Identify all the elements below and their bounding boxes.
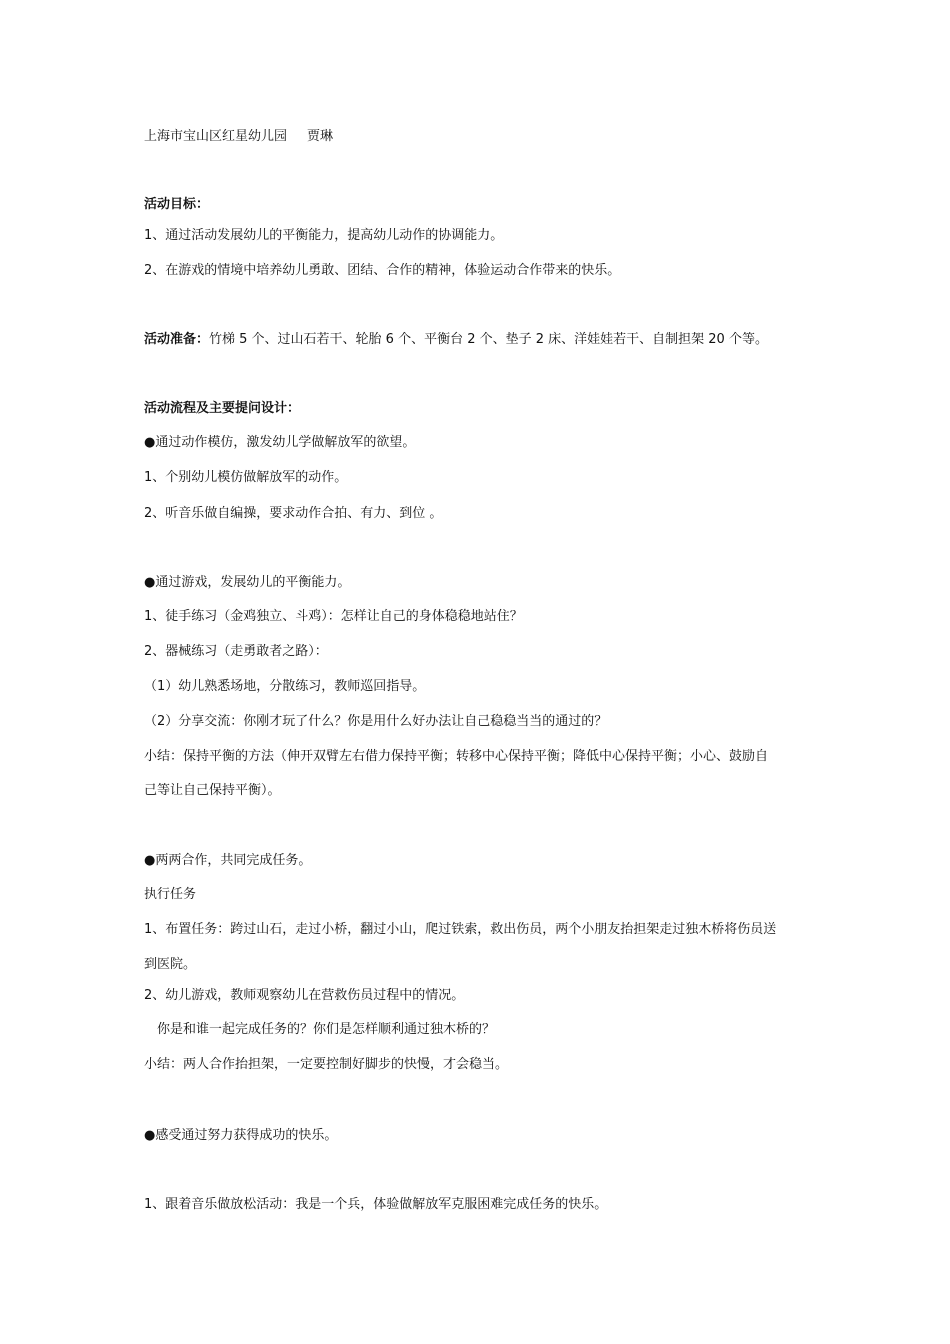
list-item: 1、徒手练习（金鸡独立、斗鸡）：怎样让自己的身体稳稳地站住？	[144, 609, 523, 624]
section-title: ●感受通过努力获得成功的快乐。	[144, 1128, 338, 1143]
goals-heading: 活动目标：	[144, 197, 210, 212]
process-heading: 活动流程及主要提问设计：	[144, 401, 301, 416]
header-line	[144, 128, 333, 146]
list-item: 1、跟着音乐做放松活动：我是一个兵，体验做解放军克服困难完成任务的快乐。	[144, 1197, 608, 1212]
list-item: 2、幼儿游戏，教师观察幼儿在营救伤员过程中的情况。	[144, 988, 465, 1003]
section-title: ●两两合作，共同完成任务。	[144, 853, 312, 868]
section-title: ●通过游戏，发展幼儿的平衡能力。	[144, 575, 351, 590]
list-item: 到医院。	[144, 957, 197, 972]
author-name: 贾琳	[307, 129, 334, 144]
preparation-text: 竹梯 5 个、过山石若干、轮胎 6 个、平衡台 2 个、垫子 2 床、洋娃娃若干、自制担架 20 个等。	[209, 332, 768, 347]
goal-item: 2、在游戏的情境中培养幼儿勇敢、团结、合作的精神，体验运动合作带来的快乐。	[144, 263, 621, 278]
section-title: ●通过动作模仿，激发幼儿学做解放军的欲望。	[144, 435, 416, 450]
list-item: 小结：两人合作抬担架，一定要控制好脚步的快慢，才会稳当。	[144, 1057, 509, 1072]
school-name: 上海市宝山区红星幼儿园	[144, 129, 288, 144]
list-item: 2、器械练习（走勇敢者之路）：	[144, 644, 328, 659]
list-item: （2）分享交流：你刚才玩了什么？你是用什么好办法让自己稳稳当当的通过的？	[144, 714, 608, 729]
preparation-line	[144, 331, 768, 349]
list-item: 2、听音乐做自编操，要求动作合拍、有力、到位 。	[144, 506, 443, 521]
list-item: 1、布置任务：跨过山石，走过小桥，翻过小山，爬过铁索，救出伤员，两个小朋友抬担架走过独木桥将伤员送	[144, 922, 777, 937]
list-item: 1、个别幼儿模仿做解放军的动作。	[144, 470, 348, 485]
list-item: 小结：保持平衡的方法（伸开双臂左右借力保持平衡；转移中心保持平衡；降低中心保持平衡；小心、鼓励自	[144, 749, 769, 764]
list-item: （1）幼儿熟悉场地，分散练习，教师巡回指导。	[144, 679, 426, 694]
preparation-heading: 活动准备：	[144, 332, 210, 347]
goal-item: 1、通过活动发展幼儿的平衡能力，提高幼儿动作的协调能力。	[144, 228, 504, 243]
list-item: 己等让自己保持平衡）。	[144, 783, 281, 798]
list-item: 执行任务	[144, 887, 197, 902]
list-item: 你是和谁一起完成任务的？你们是怎样顺利通过独木桥的？	[144, 1022, 496, 1037]
